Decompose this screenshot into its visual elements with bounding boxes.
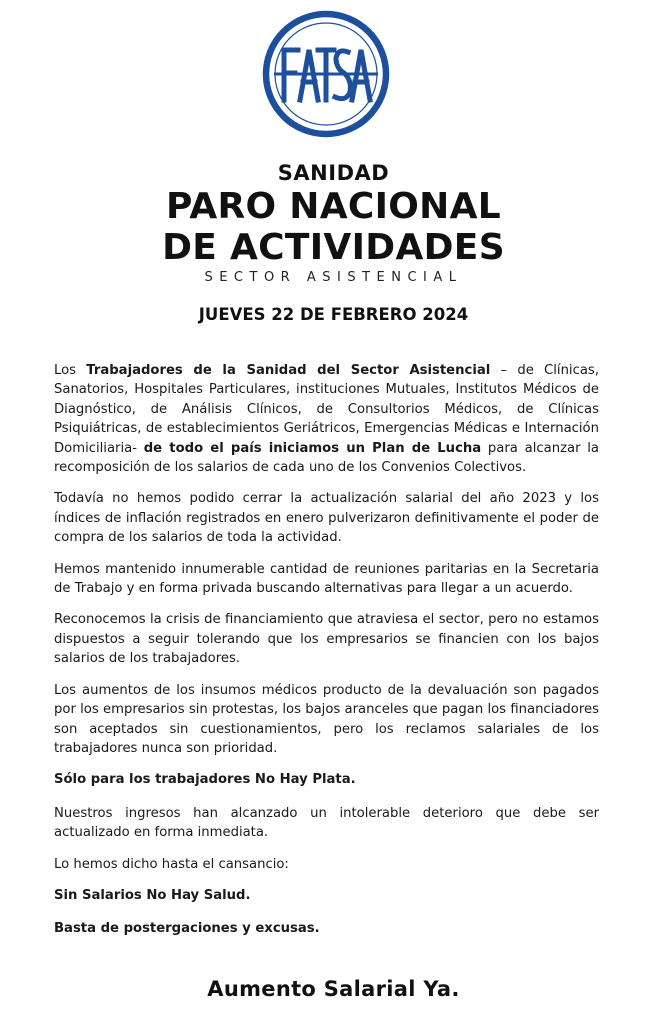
event-date: JUEVES 22 DE FEBRERO 2024 xyxy=(198,305,469,324)
p1-pre: Los xyxy=(54,363,87,378)
paragraph-3: Hemos mantenido innumerable cantidad de reuniones paritarias en la Secretaria de Trabajo y en forma privada buscando alternativas para llegar a un acuerdo. xyxy=(54,561,599,597)
p1-bold-workers: Trabajadores de la Sanidad del Sector Asistencial xyxy=(86,363,491,378)
paragraph-6: Sólo para los trabajadores No Hay Plata. xyxy=(54,772,356,788)
header xyxy=(0,160,667,287)
footer-slogan: Aumento Salarial Ya. xyxy=(207,977,460,1001)
paragraph-4: Reconocemos la crisis de financiamiento que atraviesa el sector, pero no estamos dispuestos a seguir tolerando que los empresarios se financien con los bajos salarios de los trabajadores. xyxy=(54,612,599,667)
p1-mid: – de Clínicas, Sanatorios, Hospitales Particulares, instituciones Mutuales, Institutos Médicos de Diagnóstico, de Análisis Clínicos, de Consultorios Médicos, de Clínicas Psiquiátricas, de establecimientos Geriátricos, Emergencias Médicas e Internación Domiciliaria- xyxy=(54,363,599,456)
paragraph-1 xyxy=(54,361,599,477)
fatsa-logo xyxy=(262,10,390,138)
page-title-line-2: DE ACTIVIDADES xyxy=(162,227,505,268)
header-subtitle: SECTOR ASISTENCIAL xyxy=(204,270,463,285)
paragraph-8: Lo hemos dicho hasta el cansancio: xyxy=(54,856,289,872)
paragraph-10: Basta de postergaciones y excusas. xyxy=(54,921,320,937)
paragraph-9: Sin Salarios No Hay Salud. xyxy=(54,887,251,903)
paragraph-7: Nuestros ingresos han alcanzado un intolerable deterioro que debe ser actualizado en forma inmediata. xyxy=(54,805,599,841)
header-sanidad: SANIDAD xyxy=(277,161,390,185)
fatsa-logo-emblem-icon xyxy=(262,10,390,138)
paragraph-2: Todavía no hemos podido cerrar la actualización salarial del año 2023 y los índices de inflación registrados en enero pulverizaron definitivamente el poder de compra de los salarios de toda la actividad. xyxy=(54,491,599,546)
page-title-line-1: PARO NACIONAL xyxy=(165,186,502,227)
p1-post: para alcanzar la recomposición de los salarios de cada uno de los Convenios Colectivos. xyxy=(54,440,599,476)
p1-bold-plan: de todo el país iniciamos un Plan de Lucha xyxy=(143,440,482,456)
body-text xyxy=(54,361,599,953)
paragraph-5: Los aumentos de los insumos médicos producto de la devaluación son pagados por los empresarios sin protestas, los bajos aranceles que pagan los financiadores son aceptados sin cuestionamientos, pero los reclamos salariales de los trabajadores nunca son prioridad. xyxy=(54,682,599,756)
